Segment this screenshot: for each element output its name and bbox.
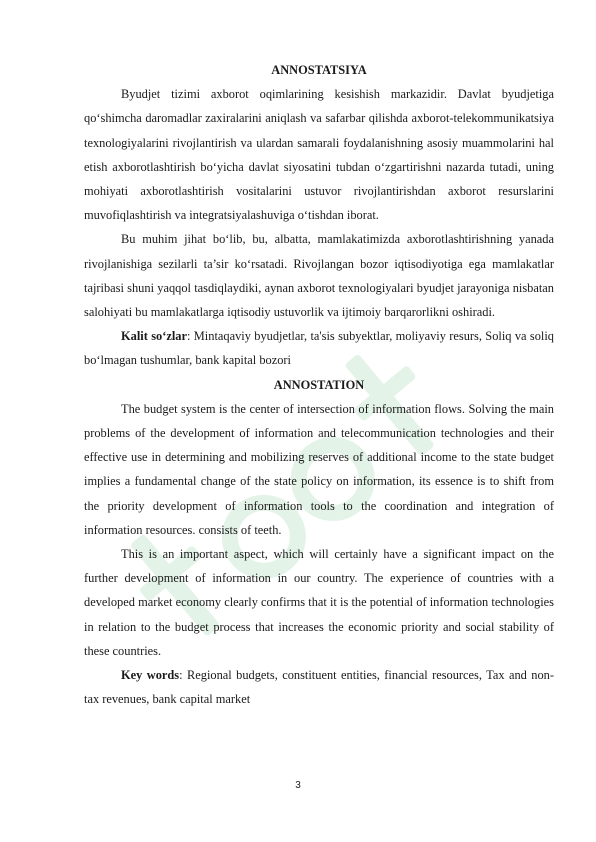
en-paragraph-2: This is an important aspect, which will certainly have a significant impact on the further development of information in our country. The experience of countries with a developed market economy clearly confirms that it is the potential of information technologies in relation to the budget process that increases the economic priority and social stability of these countries.: [84, 547, 554, 658]
en-keywords: [84, 663, 554, 711]
uz-paragraph-2: Bu muhim jihat bo‘lib, bu, albatta, mamlakatimizda axborotlashtirishning yanada rivojlanishiga sezilarli ta’sir ko‘rsatadi. Rivojlangan bozor iqtisodiyotiga ega mamlakatlar tajribasi shuni yaqqol tasdiqlaydiki, aynan axborot texnologiyalari byudjet jarayoniga nisbatan salohiyati bu mamlakatlarga iqtisodiy ustuvorlik va ijtimoiy barqarorlikni oshiradi.: [84, 232, 554, 320]
uz-keywords-label: Kalit so‘zlar: [121, 329, 187, 344]
uz-paragraph-1: Byudjet tizimi axborot oqimlarining kesishish markazidir. Davlat byudjetiga qo‘shimcha daromadlar zaxiralarini aniqlash va safarbar qilishda axborot-telekommunikatsiya texnologiyalarini rivojlantirish va ulardan samarali foydalanishning asosiy muammolarini hal etish axborotlashtirish bo‘yicha davlat siyosatini tubdan o‘zgartirishni nazarda tutadi, uning mohiyati axborotlashtirish vositalarini ustuvor rivojlantirishdan axborot resurslarini muvofiqlashtirish va integratsiyalashuviga o‘tishdan iborat.: [84, 87, 554, 223]
en-keywords-text: : Regional budgets, constituent entities, financial resources, Tax and non-tax revenues, bank capital market: [84, 668, 554, 707]
en-heading: ANNOSTATION: [273, 377, 365, 392]
uz-keywords-text: : Mintaqaviy byudjetlar, ta'sis subyektlar, moliyaviy resurs, Soliq va soliq bo‘lmagan tushumlar, bank kapital bozori: [84, 329, 554, 368]
uz-keywords: [84, 324, 554, 372]
en-keywords-label: Key words: [121, 668, 180, 683]
en-paragraph-1: The budget system is the center of intersection of information flows. Solving the main problems of the development of information and telecommunication technologies and their effective use in determining and mobilizing reserves of additional income to the state budget implies a fundamental change of the state policy on information, its essence is to shift from the priority development of information tools to the coordination and integration of information resources. consists of teeth.: [84, 401, 554, 537]
page-number: 3: [295, 780, 301, 791]
document-page: [84, 58, 554, 711]
uz-heading: ANNOSTATSIYA: [271, 63, 367, 77]
